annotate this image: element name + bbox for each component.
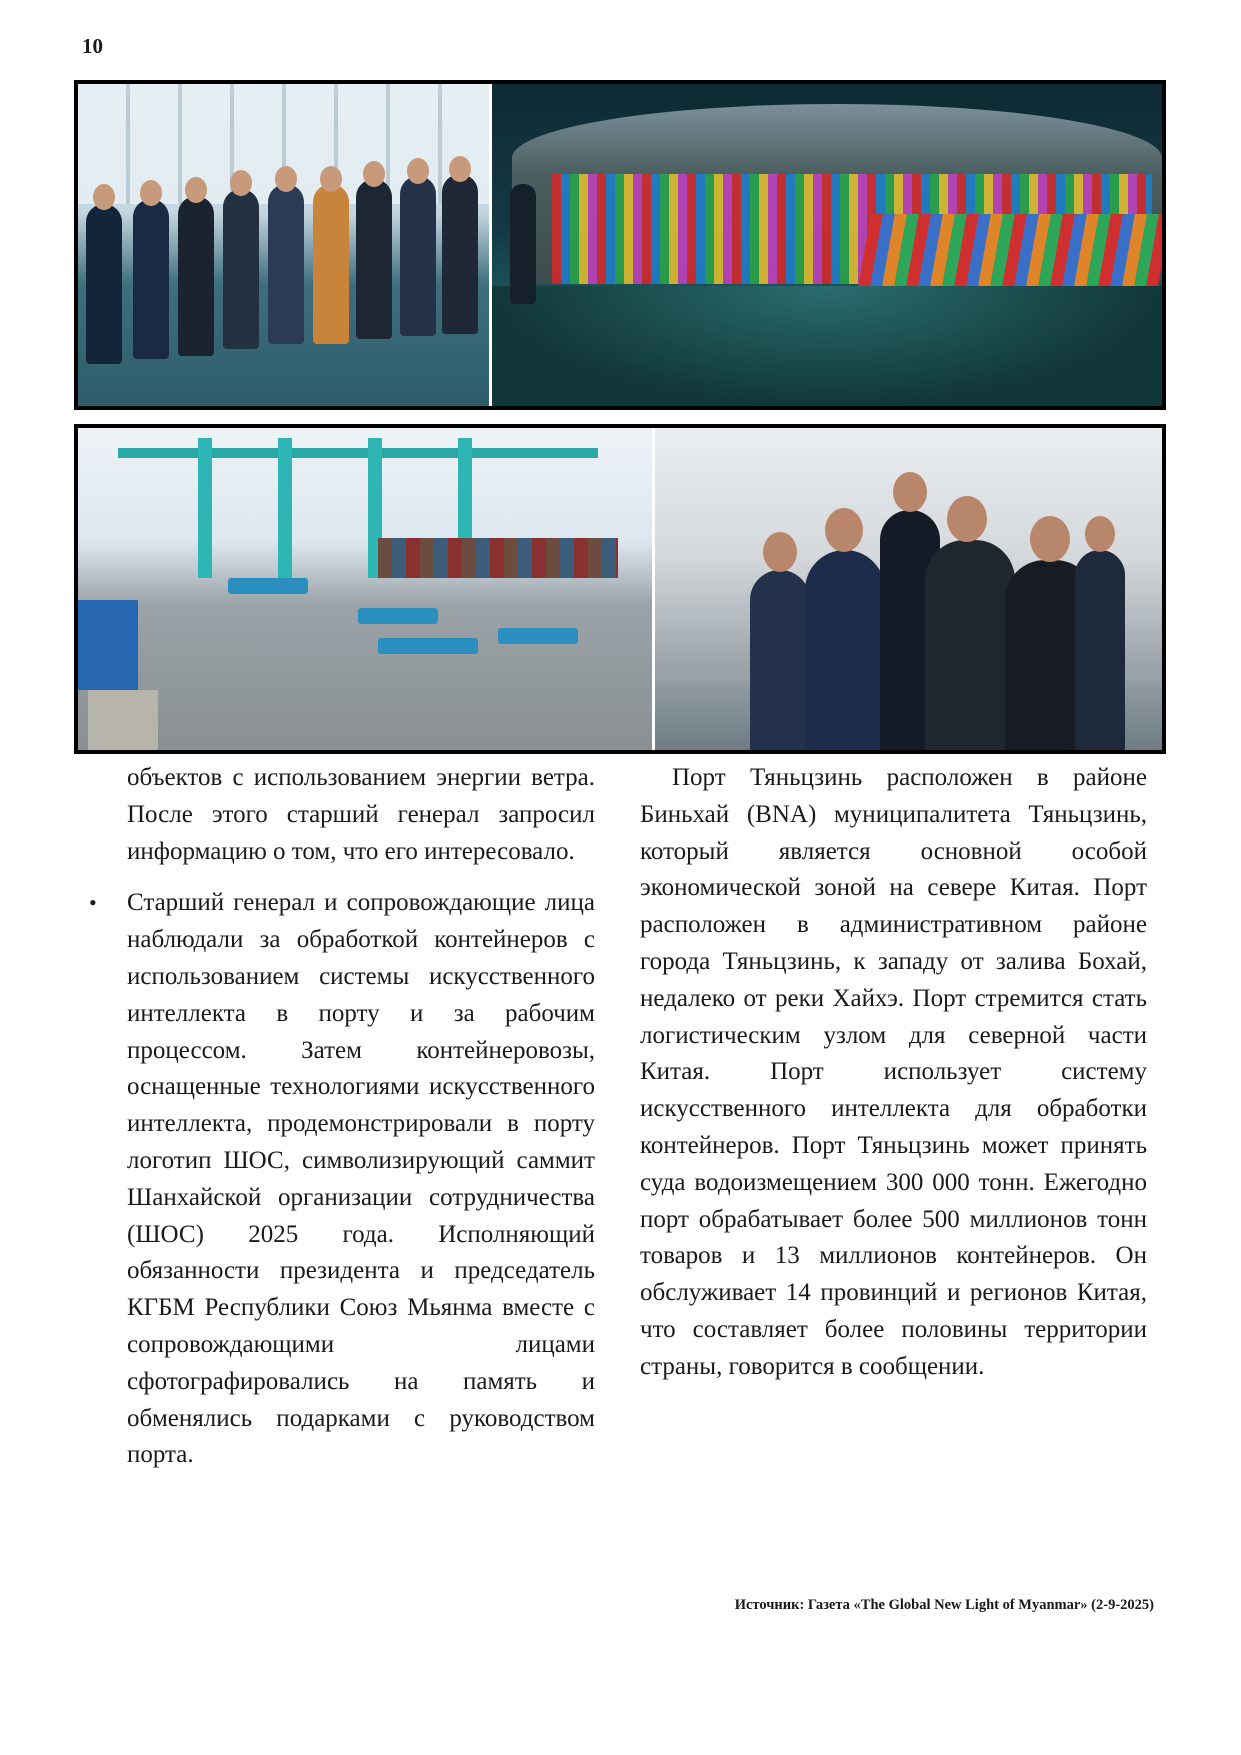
source-credit: Источник: Газета «The Global New Light of Myanmar» (2-9-2025) — [734, 1597, 1154, 1613]
blue-container — [78, 600, 138, 690]
crane-leg — [278, 438, 292, 578]
crane-boom — [118, 448, 598, 458]
crane-leg — [198, 438, 212, 578]
person-head — [763, 532, 797, 572]
paragraph-port-info: Порт Тяньцзинь расположен в районе Биньхай (BNA) муниципалитета Тяньцзинь, который является основной особой экономической зоной на севере Китая. Порт расположен в административном районе города Тяньцзинь, к западу от залива Бохай, недалеко от реки Хайхэ. Порт стремится стать логистическим узлом для северной части Китая. Порт использует систему искусственного интеллекта для обработки контейнеров. Порт Тяньцзинь может принять суда водоизмещением 300 000 тонн. Ежегодно порт обрабатывает более 500 миллионов тонн товаров и 13 миллионов контейнеров. Он обслуживает 14 провинций и регионов Китая, что составляет более половины территории страны, говорится в сообщении. — [640, 764, 1147, 1380]
person-silhouette — [178, 196, 214, 356]
person-silhouette — [356, 179, 392, 339]
person-silhouette — [1075, 550, 1125, 750]
person-head — [230, 170, 252, 196]
right-column — [640, 760, 1147, 1386]
person-head — [893, 472, 927, 512]
person-head — [407, 158, 429, 184]
bullet-paragraph — [89, 885, 595, 1474]
photo-cranes — [78, 428, 652, 750]
person-head — [363, 161, 385, 187]
page-number: 10 — [82, 34, 103, 58]
agv-vehicle — [228, 578, 308, 594]
bullet-icon: • — [89, 890, 97, 916]
person-silhouette — [313, 184, 349, 344]
person-silhouette — [442, 174, 478, 334]
person-silhouette — [805, 550, 885, 750]
photo-delegation — [652, 428, 1162, 750]
left-column — [89, 760, 595, 1474]
agv-vehicle — [498, 628, 578, 644]
person-head — [93, 184, 115, 210]
person-head — [140, 180, 162, 206]
person-head — [275, 166, 297, 192]
container-stack — [378, 538, 618, 578]
presenter-silhouette — [510, 184, 536, 304]
bullet-text: Старший генерал и сопровождающие лица наблюдали за обработкой контейнеров с использованием системы искусственного интеллекта в порту и за рабочим процессом. Затем контейнеровозы, оснащенные технологиями искусственного интеллекта, продемонстрировали в порту логотип ШОС, символизирующий саммит Шанхайской организации сотрудничества (ШОС) 2025 года. Исполняющий обязанности президента и председатель КГБМ Республики Союз Мьянма вместе с сопровождающими лицами сфотографировались на память и обменялись подарками с руководством порта. — [127, 889, 595, 1469]
agv-vehicle — [378, 638, 478, 654]
photo-strip-bottom — [74, 424, 1166, 754]
person-head — [1030, 516, 1070, 562]
person-silhouette — [400, 176, 436, 336]
person-silhouette — [86, 204, 122, 364]
grey-container — [88, 690, 158, 750]
agv-vehicle — [358, 608, 438, 624]
photo-port-screen — [489, 84, 1162, 406]
person-head — [449, 156, 471, 182]
person-head — [947, 496, 987, 542]
paragraph-continuation: объектов с использованием энергии ветра. После этого старший генерал запросил информацию о том, что его интересовало. — [127, 764, 595, 865]
photo-audience — [78, 84, 489, 406]
person-silhouette — [750, 570, 810, 750]
display-floor — [492, 286, 1162, 406]
photo-strip-top — [74, 80, 1166, 410]
person-silhouette — [268, 184, 304, 344]
person-head — [320, 166, 342, 192]
person-silhouette — [925, 540, 1015, 750]
person-silhouette — [133, 199, 169, 359]
person-silhouette — [223, 189, 259, 349]
person-head — [185, 177, 207, 203]
person-head — [825, 508, 863, 552]
person-head — [1085, 516, 1115, 552]
